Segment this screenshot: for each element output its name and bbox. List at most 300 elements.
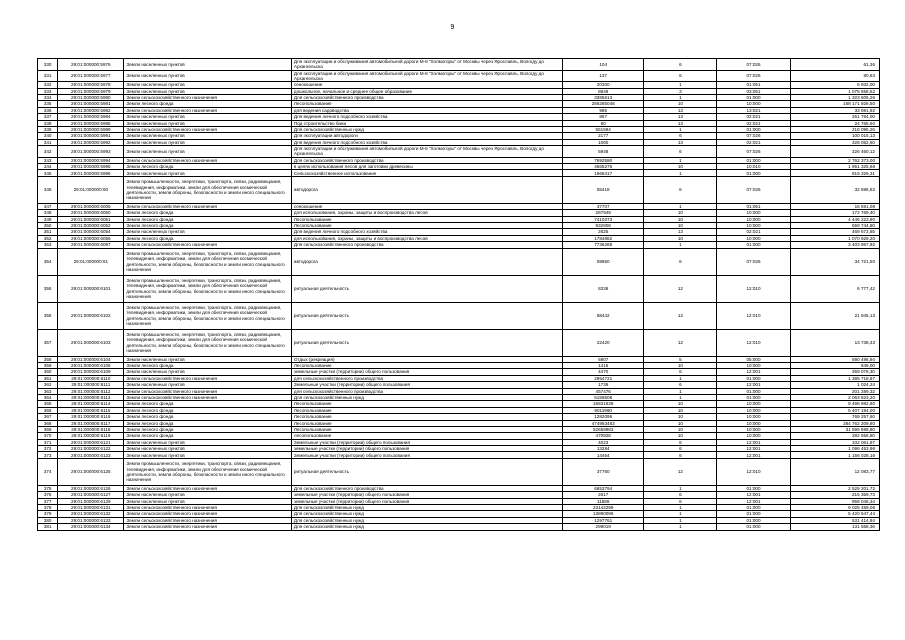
permitted-use-cell: для ведения садоводства [291,107,562,113]
group-cell: 6 [644,133,717,139]
code-cell: 01:000 [717,242,790,248]
group-cell: 10 [644,164,717,170]
row-number-cell: 380 [38,517,58,523]
code-cell: 10:000 [717,420,790,426]
land-category-cell: Земли сельскохозяйственного назначения [124,517,292,523]
cadastral-number-cell: 29:01:000000:6122 [58,446,124,452]
land-category-cell: Земли лесного фонда [124,235,292,241]
permitted-use-cell: Для сельскохозяйственных нужд [291,517,562,523]
cadastral-number-cell: 29:01:000000:6115 [58,407,124,413]
group-cell: 10 [644,433,717,439]
row-number-cell: 381 [38,524,58,530]
cadastral-number-cell: 29:01:000000:6119 [58,433,124,439]
code-cell: 07:026 [717,248,790,275]
cadastral-number-cell: 29:01:000000:6125 [58,458,124,485]
cadastral-number-cell: 29:01:000000:6127 [58,492,124,498]
cadastral-number-cell: 29:01:000000:6056 [58,235,124,241]
code-cell: 12:010 [717,275,790,302]
row-number-cell: 368 [38,420,58,426]
area-cell: 4023 [563,439,644,445]
code-cell: 12:001 [717,446,790,452]
area-cell: 1282096 [563,414,644,420]
row-number-cell: 361 [38,375,58,381]
cadastral-value-cell: 34 721,50 [790,248,879,275]
cadastral-value-cell: 284 762 209,80 [790,420,879,426]
row-number-cell: 338 [38,120,58,126]
area-cell: 932808 [563,223,644,229]
group-cell: 6 [644,146,717,158]
permitted-use-cell: сенокошение [291,203,562,209]
land-category-cell: Земли сельскохозяйственного назначения [124,375,292,381]
area-cell: 3385613 [563,94,644,100]
cadastral-value-cell: 5 420 647,44 [790,511,879,517]
cadastral-number-cell: 29:01:000000:6131 [58,505,124,511]
cadastral-value-cell: 282 556,80 [790,433,879,439]
code-cell: 10:000 [717,401,790,407]
area-cell: 11586 [563,498,644,504]
cadastral-value-cell: 33 691,92 [790,107,879,113]
code-cell: 12:001 [717,492,790,498]
area-cell: 6653794 [563,485,644,491]
cadastral-number-cell: 29:01:000000:6050 [58,210,124,216]
land-category-cell: Земли лесного фонда [124,164,292,170]
code-cell: 10:000 [717,216,790,222]
row-number-cell: 359 [38,362,58,368]
land-category-cell: Земли населенных пунктов [124,170,292,176]
group-cell: 10 [644,223,717,229]
table-row [38,146,880,158]
group-cell: 10 [644,210,717,216]
cadastral-value-cell: 80,83 [790,70,879,82]
row-number-cell: 330 [38,59,58,71]
cadastral-value-cell: 690 496,94 [790,356,879,362]
group-cell: 10 [644,426,717,432]
cadastral-number-cell: 29:01:000000:6111 [58,382,124,388]
cadastral-value-cell: 1 075 558,52 [790,88,879,94]
group-cell: 1 [644,517,717,523]
land-category-cell: Земли промышленности, энергетики, транспорта, связи, радиовещания, телевидения, информатики, земли для обеспечения космической деятельности, земли обороны, безопасности и земли иного специального назначения [124,176,292,203]
code-cell: 01:000 [717,375,790,381]
table-row [38,176,880,203]
cadastral-number-cell: 29:01:000000:61 [58,248,124,275]
land-category-cell: Земли сельскохозяйственного назначения [124,524,292,530]
cadastral-number-cell: 29:01:000000:5992 [58,139,124,145]
cadastral-number-cell: 29:01:000000:5984 [58,114,124,120]
permitted-use-cell: для использования, охраны, защиты и воспроизводства лесов [291,235,562,241]
group-cell: 12 [644,329,717,356]
permitted-use-cell: для сельскохозяйственного производства [291,388,562,394]
row-number-cell: 347 [38,203,58,209]
cadastral-number-cell: 29:01:000000:6110 [58,375,124,381]
land-category-cell: Земли населенных пунктов [124,82,292,88]
land-category-cell: Земли сельскохозяйственного назначения [124,388,292,394]
cadastral-value-cell: 1 385 718,87 [790,375,879,381]
row-number-cell: 374 [38,458,58,485]
cadastral-number-cell: 29:01:000000:6112 [58,388,124,394]
group-cell: 1 [644,242,717,248]
table-row [38,329,880,356]
land-category-cell: Земли лесного фонда [124,216,292,222]
row-number-cell: 379 [38,511,58,517]
cadastral-number-cell: 29:01:000000:5996 [58,170,124,176]
table-row [38,458,880,485]
code-cell: 01:000 [717,157,790,163]
group-cell: 6 [644,492,717,498]
row-number-cell: 371 [38,439,58,445]
group-cell: 10 [644,216,717,222]
cadastral-value-cell: 1 951 325,68 [790,164,879,170]
permitted-use-cell: Лесопользование [291,426,562,432]
area-cell: 5159508 [563,394,644,400]
row-number-cell: 352 [38,235,58,241]
permitted-use-cell: дошкольное, начальное и среднее общее образование [291,88,562,94]
area-cell: 287949 [563,210,644,216]
permitted-use-cell: Земельные участки (территории) общего пользования [291,439,562,445]
area-cell: 2625 [563,229,644,235]
row-number-cell: 373 [38,452,58,458]
code-cell: 12:001 [717,498,790,504]
group-cell: 3 [644,88,717,94]
permitted-use-cell: Лесопользование [291,362,562,368]
cadastral-number-cell: 29:01:000000:6117 [58,420,124,426]
cadastral-number-cell: 29:01:000000:6054 [58,229,124,235]
land-category-cell: Земли лесного фонда [124,426,292,432]
code-cell: 01:051 [717,203,790,209]
group-cell: 1 [644,524,717,530]
cadastral-value-cell: 168 171 928,50 [790,101,879,107]
row-number-cell: 364 [38,394,58,400]
area-cell: 104 [563,59,644,71]
group-cell: 13 [644,107,717,113]
cadastral-number-cell: 29:01:000000:5991 [58,133,124,139]
cadastral-value-cell: 9 025 459,08 [790,505,879,511]
cadastral-value-cell: 328 052,60 [790,139,879,145]
land-category-cell: Земли населенных пунктов [124,498,292,504]
cadastral-value-cell: 13 738,43 [790,329,879,356]
permitted-use-cell: Для эксплуатации и обслуживания автомобильной дороги М-8 "Холмогоры" от Москвы через Ярославль, Вологду до Архангельска [291,146,562,158]
land-category-cell: Земли населенных пунктов [124,229,292,235]
cadastral-value-cell: 251 784,00 [790,114,879,120]
area-cell: 1060 [563,139,644,145]
cadastral-value-cell: 201 289,32 [790,388,879,394]
area-cell: 1736 [563,382,644,388]
code-cell: 10:000 [717,426,790,432]
area-cell: 14464 [563,452,644,458]
land-category-cell: Земли промышленности, энергетики, транспорта, связи, радиовещания, телевидения, информатики, земли для обеспечения космической деятельности, земли обороны, безопасности и земли иного специального назначения [124,275,292,302]
cadastral-number-cell: 29:01:000000:6133 [58,517,124,523]
area-cell: 52659983 [563,426,644,432]
code-cell: 10:000 [717,414,790,420]
land-category-cell: Земли лесного фонда [124,210,292,216]
table-row [38,524,880,530]
group-cell: 10 [644,407,717,413]
cadastral-value-cell: 172 769,40 [790,210,879,216]
permitted-use-cell: автодорога [291,176,562,203]
code-cell: 10:000 [717,235,790,241]
group-cell: 13 [644,114,717,120]
permitted-use-cell: для сельскохозяйственного производства [291,375,562,381]
permitted-use-cell: Для эксплуатации и обслуживания автомобильной дороги М-8 "Холмогоры" от Москвы через Ярославль, Вологду до Архангельска [291,70,562,82]
permitted-use-cell: земельные участки (территории) общего пользования [291,492,562,498]
area-cell: 1966417 [563,170,644,176]
permitted-use-cell: ритуальная деятельность [291,329,562,356]
land-category-cell: Земли промышленности, энергетики, транспорта, связи, радиовещания, телевидения, информатики, земли для обеспечения космической деятельности, земли обороны, безопасности и земли иного специального назначения [124,302,292,329]
area-cell: 299019 [563,524,644,530]
group-cell: 10 [644,420,717,426]
row-number-cell: 366 [38,407,58,413]
permitted-use-cell: Для ведения личного подсобного хозяйства [291,139,562,145]
cadastral-number-cell: 29:01:000000:60 [58,176,124,203]
land-category-cell: Земли сельскохозяйственного назначения [124,485,292,491]
cadastral-value-cell: 16 591,08 [790,203,879,209]
land-category-cell: Земли лесного фонда [124,407,292,413]
area-cell: 4665276 [563,164,644,170]
code-cell: 02:021 [717,139,790,145]
area-cell: 470928 [563,433,644,439]
row-number-cell: 354 [38,248,58,275]
area-cell: 286285048 [563,101,644,107]
permitted-use-cell: лесопользование [291,433,562,439]
code-cell: 01:000 [717,170,790,176]
row-number-cell: 363 [38,388,58,394]
code-cell: 07:026 [717,70,790,82]
row-number-cell: 358 [38,356,58,362]
row-number-cell: 333 [38,88,58,94]
land-category-cell: Земли сельскохозяйственного назначения [124,94,292,100]
permitted-use-cell: Лесопользование [291,414,562,420]
group-cell: 10 [644,362,717,368]
land-category-cell: Земли сельскохозяйственного назначения [124,107,292,113]
land-category-cell: Земли промышленности, энергетики, транспорта, связи, радиовещания, телевидения, информатики, земли для обеспечения космической деятельности, земли обороны, безопасности и земли иного специального назначения [124,329,292,356]
cadastral-value-cell: 5 407 194,00 [790,407,879,413]
code-cell: 01:000 [717,388,790,394]
group-cell: 6 [644,498,717,504]
permitted-use-cell: ритуальная деятельность [291,458,562,485]
code-cell: 07:026 [717,59,790,71]
code-cell: 01:000 [717,517,790,523]
area-cell: 137 [563,70,644,82]
cadastral-value-cell: 100 015,13 [790,133,879,139]
code-cell: 07:026 [717,176,790,203]
row-number-cell: 369 [38,426,58,432]
cadastral-value-cell: 31 595 989,80 [790,426,879,432]
cadastral-value-cell: 4 446 223,80 [790,216,879,222]
code-cell: 02:021 [717,114,790,120]
permitted-use-cell: Для сельскохозяйственных нужд [291,126,562,132]
permitted-use-cell: Для сельскохозяйственного производства [291,485,562,491]
row-number-cell: 332 [38,82,58,88]
cadastral-value-cell: 21 945,13 [790,302,879,329]
group-cell: 1 [644,394,717,400]
land-category-cell: Земли населенных пунктов [124,70,292,82]
group-cell: 6 [644,176,717,203]
code-cell: 10:000 [717,101,790,107]
cadastral-value-cell: 2 762 373,00 [790,157,879,163]
group-cell: 6 [644,382,717,388]
group-cell: 13 [644,120,717,126]
area-cell: 22420 [563,329,644,356]
row-number-cell: 339 [38,126,58,132]
cadastral-value-cell: 1 070 929,20 [790,235,879,241]
land-category-cell: Земли сельскохозяйственного назначения [124,157,292,163]
area-cell: 55418 [563,176,644,203]
cadastral-value-cell: 531 414,84 [790,517,879,523]
row-number-cell: 335 [38,101,58,107]
row-number-cell: 334 [38,94,58,100]
code-cell: 10:000 [717,433,790,439]
area-cell: 4470 [563,369,644,375]
row-number-cell: 360 [38,369,58,375]
permitted-use-cell: Для сельскохозяйственных нужд [291,524,562,530]
cadastral-number-cell: 29:01:000000:6005 [58,203,124,209]
area-cell: 9011990 [563,407,644,413]
code-cell: 01:000 [717,394,790,400]
permitted-use-cell: Для сельскохозяйственных нужд [291,511,562,517]
area-cell: 7736268 [563,242,644,248]
code-cell: 01:000 [717,511,790,517]
land-category-cell: Земли промышленности, энергетики, транспорта, связи, радиовещания, телевидения, информатики, земли для обеспечения космической деятельности, земли обороны, безопасности и земли иного специального назначения [124,458,292,485]
row-number-cell: 353 [38,242,58,248]
row-number-cell: 346 [38,176,58,203]
cadastral-number-cell: 29:01:000000:6132 [58,511,124,517]
cadastral-number-cell: 29:01:000000:6103 [58,329,124,356]
group-cell: 5 [644,356,717,362]
land-category-cell: Земли населенных пунктов [124,492,292,498]
cadastral-number-cell: 29:01:000000:5989 [58,126,124,132]
cadastral-number-cell: 29:01:000000:5985 [58,120,124,126]
cadastral-value-cell: 215 359,73 [790,492,879,498]
land-category-cell: Земли населенных пунктов [124,139,292,145]
table-row [38,248,880,275]
row-number-cell: 349 [38,216,58,222]
group-cell: 10 [644,101,717,107]
cadastral-number-cell: 29:01:000000:6118 [58,426,124,432]
cadastral-value-cell: 2 063 823,20 [790,394,879,400]
area-cell: 2954721 [563,375,644,381]
row-number-cell: 376 [38,492,58,498]
code-cell: 12:010 [717,458,790,485]
area-cell: 37707 [563,203,644,209]
permitted-use-cell: в целях использования лесов для заготовки древесины [291,164,562,170]
permitted-use-cell: Для ведения личного подсобного хозяйства [291,229,562,235]
cadastral-value-cell: 6 932,00 [790,82,879,88]
permitted-use-cell: Сельскохозяйственное использование [291,170,562,176]
table-row [38,70,880,82]
table-row [38,302,880,329]
code-cell: 07:026 [717,146,790,158]
permitted-use-cell: земельные участки (территории) общего пользования [291,446,562,452]
row-number-cell: 377 [38,498,58,504]
area-cell: 13890096 [563,511,644,517]
area-cell: 1784882 [563,235,644,241]
cadastral-value-cell: 3 403 957,92 [790,242,879,248]
row-number-cell: 378 [38,505,58,511]
cadastral-number-cell: 29:01:000000:6108 [58,362,124,368]
row-number-cell: 345 [38,170,58,176]
group-cell: 1 [644,82,717,88]
area-cell: 8336 [563,275,644,302]
cadastral-number-cell: 29:01:000000:5994 [58,157,124,163]
row-number-cell: 337 [38,114,58,120]
row-number-cell: 356 [38,302,58,329]
cadastral-number-cell: 29:01:000000:6134 [58,524,124,530]
cadastral-value-cell: 215 095,26 [790,126,879,132]
row-number-cell: 341 [38,139,58,145]
code-cell: 12:001 [717,369,790,375]
code-cell: 02:021 [717,229,790,235]
cadastral-number-cell: 29:01:000000:6102 [58,302,124,329]
permitted-use-cell: Земельные участки (территории) общего пользования [291,382,562,388]
group-cell: 1 [644,485,717,491]
group-cell: 12 [644,458,717,485]
area-cell: 457476 [563,388,644,394]
code-cell: 01:000 [717,485,790,491]
land-category-cell: Земли промышленности, энергетики, транспорта, связи, радиовещания, телевидения, информатики, земли для обеспечения космической деятельности, земли обороны, безопасности и земли иного специального назначения [124,248,292,275]
cadastral-number-cell: 29:01:000000:6116 [58,414,124,420]
permitted-use-cell: Лесопользование [291,223,562,229]
row-number-cell: 343 [38,157,58,163]
cadastral-number-cell: 29:01:000000:5982 [58,107,124,113]
land-category-cell: Земли лесного фонда [124,414,292,420]
group-cell: 1 [644,375,717,381]
table-row [38,59,880,71]
cadastral-value-cell: 326 460,12 [790,146,879,158]
permitted-use-cell: Лесопользование [291,420,562,426]
cadastral-value-cell: 2 529 201,72 [790,485,879,491]
land-category-cell: Земли сельскохозяйственного назначения [124,505,292,511]
cadastral-value-cell: 32 696,62 [790,176,879,203]
cadastral-value-cell: 1 024,24 [790,382,879,388]
area-cell: 80 [563,120,644,126]
cadastral-value-cell: 469 672,65 [790,229,879,235]
permitted-use-cell: Лесопользование [291,407,562,413]
permitted-use-cell: Лесопользование [291,101,562,107]
cadastral-value-cell: 332 061,87 [790,439,879,445]
code-cell: 12:001 [717,382,790,388]
permitted-use-cell: Для эксплуатации автодороги [291,133,562,139]
land-category-cell: Земли лесного фонда [124,401,292,407]
area-cell: 58442 [563,302,644,329]
group-cell: 6 [644,59,717,71]
land-category-cell: Земли населенных пунктов [124,382,292,388]
group-cell: 6 [644,452,717,458]
permitted-use-cell: Для сельскохозяйственного производства [291,242,562,248]
permitted-use-cell: Для сельскохозяйственных нужд [291,394,562,400]
permitted-use-cell: Лесопользование [291,216,562,222]
group-cell: 12 [644,275,717,302]
cadastral-value-cell: 1 323 605,26 [790,94,879,100]
permitted-use-cell: Для ведения личного подсобного хозяйства [291,114,562,120]
row-number-cell: 372 [38,446,58,452]
area-cell: 8848 [563,88,644,94]
cadastral-number-cell: 29:01:000000:6113 [58,394,124,400]
code-cell: 10:000 [717,210,790,216]
code-cell: 01:000 [717,126,790,132]
cadastral-number-cell: 29:01:000000:5976 [58,59,124,71]
area-cell: 23142299 [563,505,644,511]
land-category-cell: Земли сельскохозяйственного назначения [124,242,292,248]
land-category-cell: Земли сельскохозяйственного назначения [124,394,292,400]
land-category-cell: Земли населенных пунктов [124,88,292,94]
area-cell: 2177 [563,133,644,139]
land-category-cell: Земли лесного фонда [124,420,292,426]
permitted-use-cell: для использования, охраны, защиты и воспроизводства лесов [291,210,562,216]
row-number-cell: 340 [38,133,58,139]
row-number-cell: 355 [38,275,58,302]
cadastral-number-cell: 29:01:000000:6109 [58,369,124,375]
row-number-cell: 370 [38,433,58,439]
cadastral-value-cell: 819 329,31 [790,170,879,176]
